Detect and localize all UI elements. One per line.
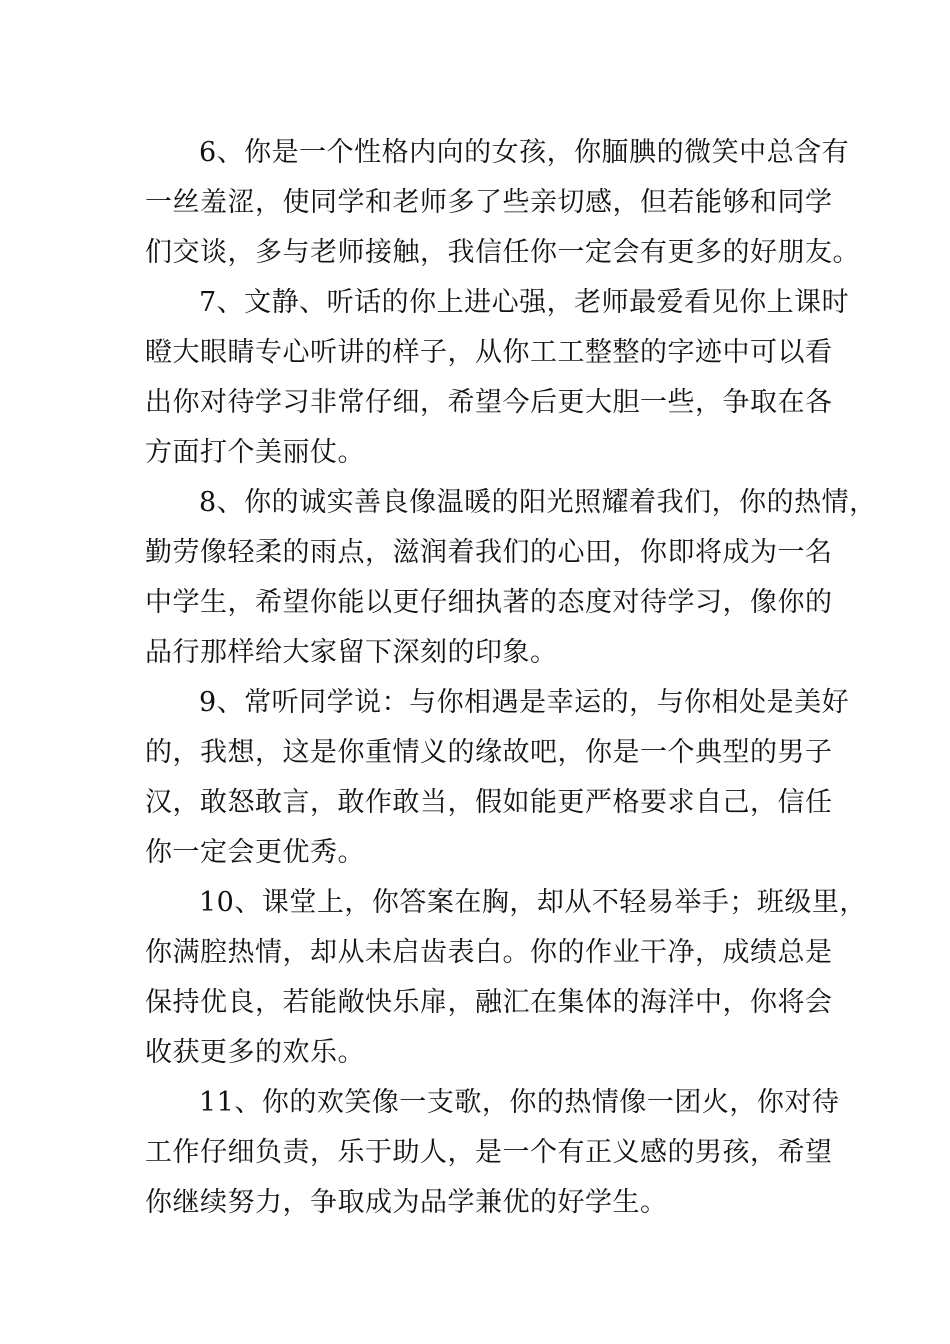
paragraph-line: 8、你的诚实善良像温暖的阳光照耀着我们，你的热情，: [199, 487, 877, 518]
paragraph-line: 9、常听同学说：与你相遇是幸运的，与你相处是美好: [199, 687, 850, 718]
paragraph-line: 一丝羞涩，使同学和老师多了些亲切感，但若能够和同学: [145, 187, 833, 218]
document-body: [145, 128, 877, 1228]
paragraph-line: 保持优良，若能敞快乐扉，融汇在集体的海洋中，你将会: [145, 987, 833, 1018]
paragraph-line: 你一定会更优秀。: [145, 837, 365, 868]
paragraph-7: [145, 278, 850, 478]
paragraph-line: 汉，敢怒敢言，敢作敢当，假如能更严格要求自己，信任: [145, 787, 833, 818]
paragraph-9: [145, 678, 850, 878]
paragraph-line: 的，我想，这是你重情义的缘故吧，你是一个典型的男子: [145, 737, 833, 768]
paragraph-line: 收获更多的欢乐。: [145, 1037, 365, 1068]
paragraph-line: 10、课堂上，你答案在胸，却从不轻易举手；班级里，: [199, 887, 867, 918]
paragraph-line: 品行那样给大家留下深刻的印象。: [145, 637, 558, 668]
paragraph-line: 方面打个美丽仗。: [145, 437, 365, 468]
paragraph-11: [145, 1078, 840, 1228]
paragraph-line: 瞪大眼睛专心听讲的样子，从你工工整整的字迹中可以看: [145, 337, 833, 368]
paragraph-line: 勤劳像轻柔的雨点，滋润着我们的心田，你即将成为一名: [145, 537, 833, 568]
paragraph-line: 6、你是一个性格内向的女孩，你腼腆的微笑中总含有: [199, 137, 850, 168]
paragraph-line: 出你对待学习非常仔细，希望今后更大胆一些，争取在各: [145, 387, 833, 418]
paragraph-line: 你满腔热情，却从未启齿表白。你的作业干净，成绩总是: [145, 937, 833, 968]
paragraph-line: 工作仔细负责，乐于助人，是一个有正义感的男孩，希望: [145, 1137, 833, 1168]
paragraph-8: [145, 478, 877, 678]
paragraph-line: 7、文静、听话的你上进心强，老师最爱看见你上课时: [199, 287, 850, 318]
paragraph-line: 中学生，希望你能以更仔细执著的态度对待学习，像你的: [145, 587, 833, 618]
paragraph-line: 11、你的欢笑像一支歌，你的热情像一团火，你对待: [199, 1087, 840, 1118]
paragraph-6: [145, 128, 860, 278]
paragraph-line: 们交谈，多与老师接触，我信任你一定会有更多的好朋友。: [145, 237, 860, 268]
paragraph-line: 你继续努力，争取成为品学兼优的好学生。: [145, 1187, 668, 1218]
paragraph-10: [145, 878, 867, 1078]
